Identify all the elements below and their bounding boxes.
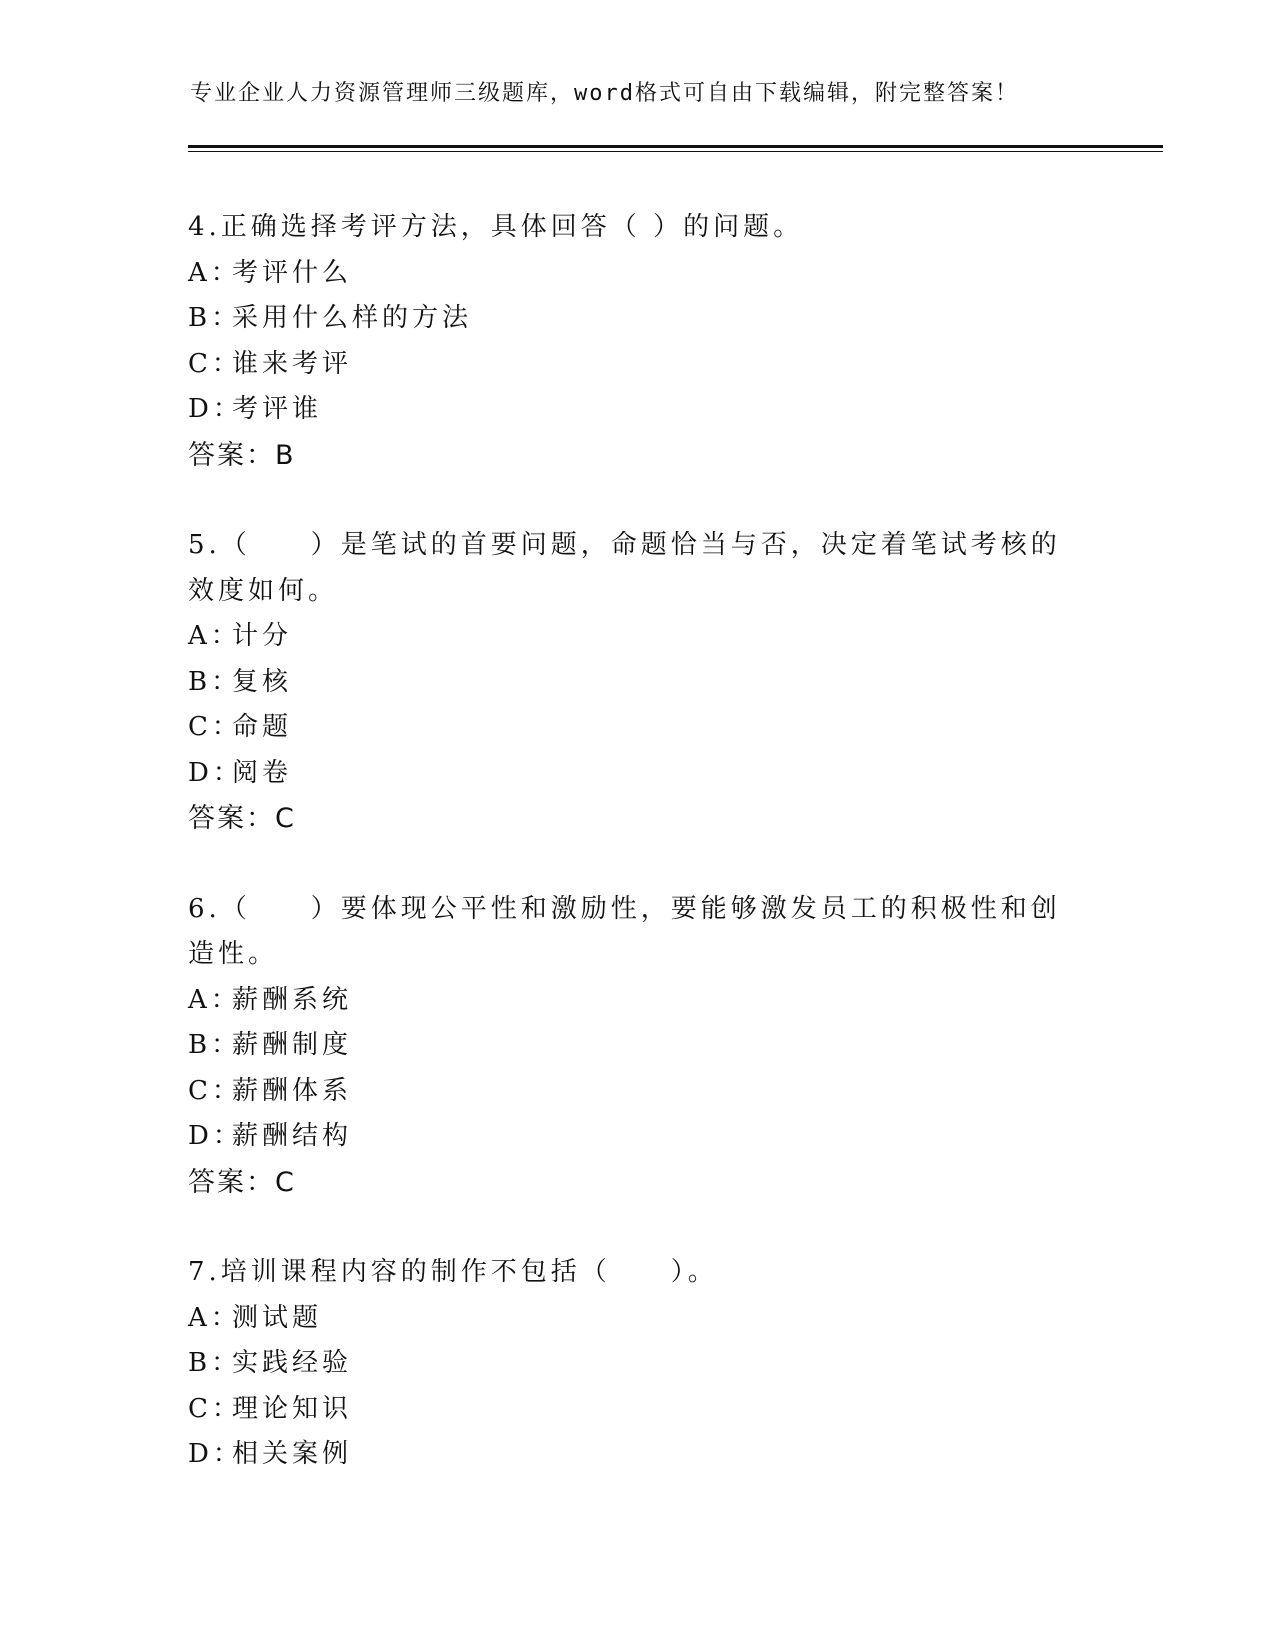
- question-4: [188, 205, 1068, 478]
- option-key: C：: [188, 712, 242, 742]
- option-text: 阅卷: [232, 757, 293, 788]
- question-5: [188, 523, 1068, 842]
- option-text: 考评谁: [232, 394, 323, 424]
- question-stem: 7.培训课程内容的制作不包括（ ）。: [188, 1257, 718, 1287]
- option-b: [188, 660, 1068, 706]
- option-text: 理论知识: [232, 1393, 353, 1424]
- option-a: [188, 251, 1068, 297]
- option-key: D：: [188, 1439, 243, 1469]
- answer: 答案：B: [188, 439, 296, 471]
- option-d: [188, 1114, 1068, 1160]
- document-header: 专业企业人力资源管理师三级题库，word格式可自由下载编辑，附完整答案！: [190, 81, 1019, 106]
- option-d: [188, 751, 1068, 797]
- question-stem: 4.正确选择考评方法，具体回答（ ）的问题。: [188, 212, 804, 242]
- header-rule-thin: [188, 151, 1163, 152]
- option-text: 考评什么: [232, 257, 353, 288]
- option-key: A：: [188, 1302, 241, 1333]
- option-c: [188, 705, 1068, 751]
- option-text: 谁来考评: [232, 348, 353, 379]
- option-b: [188, 296, 1068, 342]
- option-b: [188, 1023, 1068, 1069]
- option-a: [188, 978, 1068, 1024]
- question-6: [188, 887, 1068, 1206]
- option-key: A：: [188, 257, 241, 288]
- option-text: 测试题: [232, 1302, 323, 1333]
- option-text: 计分: [232, 621, 293, 651]
- option-key: B：: [188, 1030, 242, 1060]
- option-text: 薪酬系统: [232, 984, 353, 1015]
- option-c: [188, 1069, 1068, 1115]
- question-stem: 6.（ ）要体现公平性和激励性，要能够激发员工的积极性和创造性。: [188, 893, 1061, 969]
- option-d: [188, 1432, 1068, 1478]
- question-stem: 5.（ ）是笔试的首要问题，命题恰当与否，决定着笔试考核的效度如何。: [188, 530, 1061, 606]
- option-text: 实践经验: [232, 1348, 353, 1378]
- option-key: B：: [188, 303, 242, 333]
- option-key: B：: [188, 1348, 242, 1378]
- option-text: 采用什么样的方法: [232, 303, 473, 333]
- option-text: 薪酬结构: [232, 1121, 353, 1151]
- option-a: [188, 1296, 1068, 1342]
- option-key: A：: [188, 621, 241, 651]
- answer: 答案：C: [188, 803, 296, 834]
- option-text: 命题: [232, 712, 293, 742]
- question-list: [188, 205, 1068, 1523]
- option-text: 相关案例: [232, 1439, 353, 1469]
- option-key: C：: [188, 1393, 242, 1424]
- option-text: 薪酬制度: [232, 1030, 353, 1060]
- header-rule-thick: [188, 145, 1163, 148]
- option-a: [188, 614, 1068, 660]
- option-key: B：: [188, 666, 242, 697]
- question-7: [188, 1250, 1068, 1478]
- option-b: [188, 1341, 1068, 1387]
- option-d: [188, 387, 1068, 433]
- option-key: A：: [188, 984, 241, 1015]
- option-text: 薪酬体系: [232, 1075, 353, 1106]
- option-key: D：: [188, 757, 243, 788]
- answer: 答案：C: [188, 1166, 296, 1198]
- option-c: [188, 342, 1068, 388]
- option-c: [188, 1387, 1068, 1433]
- option-text: 复核: [232, 666, 293, 697]
- option-key: C：: [188, 1075, 242, 1106]
- option-key: D：: [188, 1121, 243, 1151]
- option-key: D：: [188, 394, 243, 424]
- option-key: C：: [188, 348, 242, 379]
